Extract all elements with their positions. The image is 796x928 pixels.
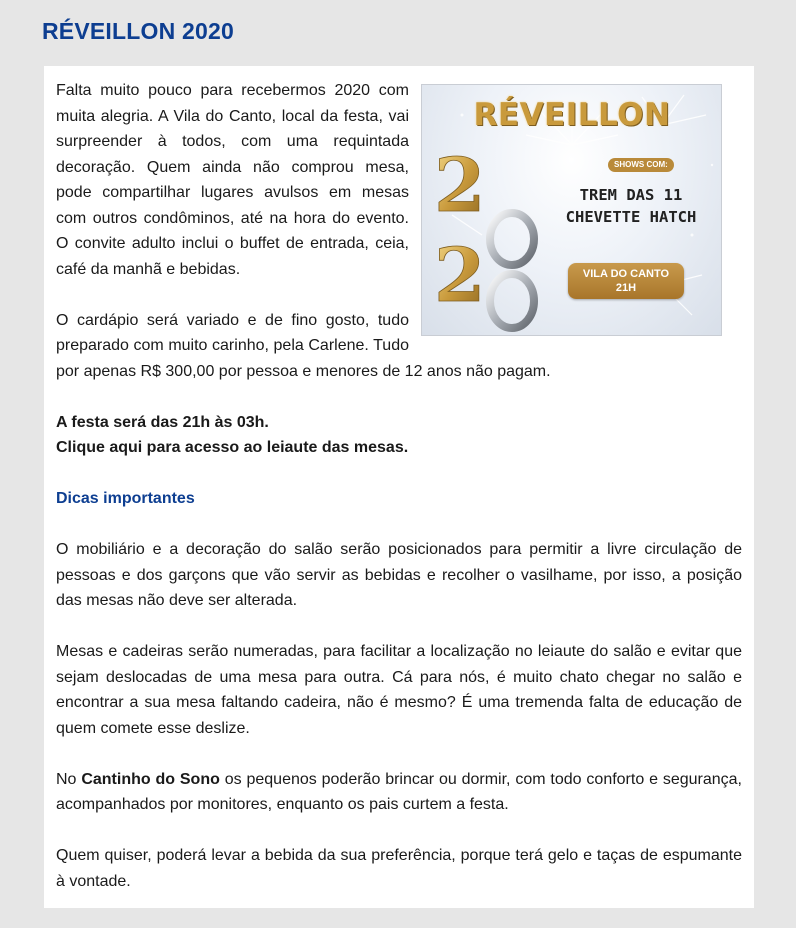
layout-link[interactable]: Clique aqui para acesso ao leiaute das mesas. [56,439,409,456]
shows-badge: SHOWS COM: [608,158,674,172]
year-digit-1: 2 [434,143,486,229]
band-name-1: TREM DAS 11 [579,186,683,204]
tip-3-highlight: Cantinho do Sono [81,770,220,788]
year-digit-4 [490,274,534,328]
tip-paragraph-1: O mobiliário e a decoração do salão serão posicionados para permitir a livre circulação de pessoas e dos garçons que vão servir as bebidas e recolher o vasilhame, por isso, a posição das mesas não deve ser alterada. [56,541,742,609]
venue-time: 21H [615,282,637,294]
banner-title: RÉVEILLON [473,97,671,133]
venue-badge [568,263,684,299]
tip-paragraph-2: Mesas e cadeiras serão numeradas, para facilitar a localização no leiaute do salão e evitar que sejam deslocadas de uma mesa para outra. Cá para nós, é muito chato chegar no salão e encontrar a sua mesa faltando cadeira, não é mesmo? É uma tremenda falta de educação de quem comete esse deslize. [56,643,742,737]
article-body [56,78,742,920]
article-card [44,66,754,908]
band-name-2: CHEVETTE HATCH [565,208,697,226]
tip-3-suffix: os pequenos poderão brincar ou dormir, com todo conforto e segurança, acompanhados por monitores, enquanto os pais curtem a festa. [56,770,742,813]
tips-heading: Dicas importantes [56,490,195,507]
tip-paragraph-4: Quem quiser, poderá levar a bebida da sua preferência, porque terá gelo e taças de espumante à vontade. [56,847,742,890]
layout-link-line[interactable] [56,435,742,461]
schedule-text: A festa será das 21h às 03h. [56,413,269,431]
year-2020-graphic [430,133,540,333]
page-title: RÉVEILLON 2020 [42,18,234,44]
tip-paragraph-3 [56,767,742,818]
venue-name: VILA DO CANTO [582,268,670,280]
year-digit-3: 2 [434,233,486,319]
tip-3-prefix: No [56,770,82,788]
intro-paragraph: Falta muito pouco para recebermos 2020 com muita alegria. A Vila do Canto, local da festa, vai surpreender à todos, com uma requintada decoração. Quem ainda não comprou mesa, pode compartilhar lugares avulsos em mesas com outros condôminos, até na hora do evento. O convite adulto inclui o buffet de entrada, ceia, café da manhã e bebidas. [56,82,409,278]
menu-paragraph: O cardápio será variado e de fino gosto, tudo preparado com muito carinho, pela Carlene. Tudo por apenas R$ 300,00 por pessoa e menores de 12 anos não pagam. [56,311,551,380]
schedule-line [56,410,742,436]
reveillon-banner-image [421,84,722,336]
year-digit-2 [490,213,534,265]
